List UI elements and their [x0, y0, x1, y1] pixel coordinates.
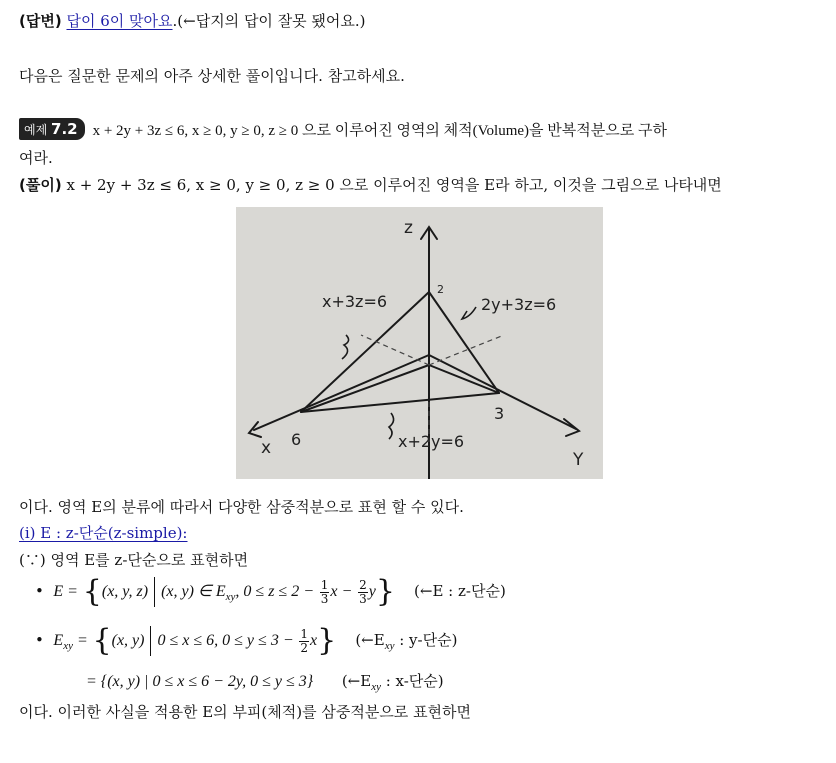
pointer-yz-icon — [462, 307, 476, 319]
eq2-note-tail: : y-단순) — [394, 631, 458, 649]
eq3-note: (←E — [341, 672, 372, 690]
eq2-note-sub: xy — [384, 640, 395, 652]
fraction-2-3 — [358, 579, 368, 606]
example-line — [19, 118, 667, 140]
y-axis-label: Y — [573, 450, 584, 470]
y-tick-label: 3 — [494, 404, 505, 423]
region-sketch — [236, 207, 603, 479]
eq1-range: , 0 ≤ z ≤ 2 − — [235, 583, 314, 600]
eq1-note: (←E : z-단순) — [414, 582, 506, 600]
brace-close: } — [317, 623, 337, 658]
because-line: (∵) 영역 E를 z-단순으로 표현하면 — [19, 551, 249, 569]
frac-num: 1 — [320, 577, 329, 592]
equation-exy-alt — [86, 670, 444, 693]
plane-xy-label: x+2y=6 — [398, 432, 465, 451]
eq3-text: = {(x, y) | 0 ≤ x ≤ 6 − 2y, 0 ≤ y ≤ 3} — [86, 673, 314, 690]
plane-xz-label: x+3z=6 — [322, 292, 388, 311]
brace-open: { — [82, 574, 102, 609]
eq2-range: 0 ≤ x ≤ 6, 0 ≤ y ≤ 3 − — [157, 632, 294, 649]
eq2-set-left: (x, y) — [111, 632, 145, 649]
eq3-note-tail: : x-단순) — [380, 672, 444, 690]
fraction-1-2 — [299, 628, 309, 655]
equation-exy — [35, 623, 458, 658]
eq1-cond: (x, y) ∈ E — [161, 583, 226, 600]
solution-line — [19, 174, 722, 195]
example-badge-number: 7.2 — [51, 120, 78, 138]
brace-close: } — [375, 574, 395, 609]
eq2-note: (←E — [355, 631, 385, 649]
pointer-xz-icon — [342, 335, 349, 359]
plane-yz-label: 2y+3z=6 — [481, 295, 557, 314]
example-badge — [19, 118, 85, 140]
solution-text: x + 2y + 3z ≤ 6, x ≥ 0, y ≥ 0, z ≥ 0 으로 이루어진 영역을 E라 하고, 이것을 그림으로 나타내면 — [66, 176, 722, 194]
brace-open: { — [92, 623, 112, 658]
z-tick-label: 2 — [437, 283, 444, 296]
frac-num: 2 — [359, 577, 367, 592]
eq1-f2-var: y — [368, 583, 376, 600]
x-axis — [254, 355, 429, 430]
bullet-dot: • — [35, 631, 44, 649]
frac-num: 1 — [300, 626, 309, 641]
eq3-note-sub: xy — [371, 681, 381, 693]
eq1-lhs: E = — [53, 583, 78, 600]
frac-den: 2 — [300, 640, 309, 655]
z-axis-label: z — [404, 218, 413, 238]
edge-xy — [301, 393, 499, 412]
bullet-dot: • — [35, 582, 44, 600]
x-tick-label: 6 — [291, 430, 302, 449]
answer-line — [19, 10, 366, 31]
equation-e — [35, 574, 506, 609]
case-i-heading: (i) E : z-단순(z-simple): — [19, 524, 188, 542]
answer-underlined: 답이 6이 맞아요 — [66, 12, 173, 30]
set-bar — [150, 626, 151, 656]
set-bar — [154, 577, 155, 607]
frac-den: 3 — [359, 591, 367, 606]
eq2-lhs: E — [53, 632, 64, 649]
para2: 이다. 이러한 사실을 적용한 E의 부피(체적)를 삼중적분으로 표현하면 — [19, 703, 472, 721]
fraction-1-3 — [320, 579, 330, 606]
answer-note: .(←답지의 답이 잘못 됐어요.) — [172, 12, 366, 30]
example-badge-prefix: 예제 — [24, 123, 48, 137]
eq2-eq: = — [72, 632, 88, 649]
pointer-xy-icon — [389, 413, 394, 439]
x-axis-label: x — [261, 438, 272, 458]
para1: 이다. 영역 E의 분류에 따라서 다양한 삼중적분으로 표현 할 수 있다. — [19, 498, 464, 516]
eq1-f1-var: x − — [330, 583, 353, 600]
eq2-f-var: x — [310, 632, 318, 649]
eq1-set-left: (x, y, z) — [101, 583, 149, 600]
example-text: x + 2y + 3z ≤ 6, x ≥ 0, y ≥ 0, z ≥ 0 으로 이루어진 영역의 체적(Volume)을 반복적분으로 구하 — [92, 123, 667, 139]
eq2-lhs-sub: xy — [63, 640, 73, 652]
eq1-cond-sub: xy — [225, 591, 236, 603]
intro-text: 다음은 질문한 문제의 아주 상세한 풀이입니다. 참고하세요. — [19, 67, 405, 85]
answer-label: (답변) — [19, 12, 62, 30]
region-figure — [236, 207, 603, 479]
solution-label: (풀이) — [19, 176, 62, 194]
frac-den: 3 — [320, 591, 329, 606]
example-text-cont: 여라. — [19, 149, 53, 167]
